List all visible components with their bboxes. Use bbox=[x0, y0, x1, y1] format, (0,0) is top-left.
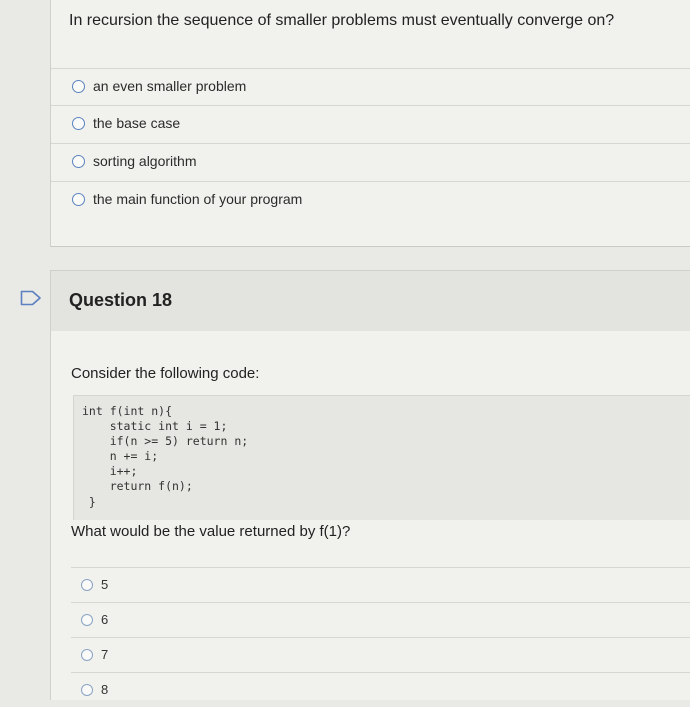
q18-option-4[interactable] bbox=[71, 672, 690, 707]
code-line: static int i = 1; bbox=[82, 419, 228, 433]
code-line: } bbox=[82, 495, 96, 509]
radio-button[interactable] bbox=[72, 80, 85, 93]
code-line: i++; bbox=[82, 464, 138, 478]
option-label: 8 bbox=[101, 682, 109, 697]
option-label: 7 bbox=[101, 647, 109, 662]
question-18-intro: Consider the following code: bbox=[71, 365, 260, 382]
code-line: int f(int n){ bbox=[82, 404, 173, 418]
question-18-title: Question 18 bbox=[69, 290, 173, 310]
radio-button[interactable] bbox=[72, 117, 85, 130]
option-label: sorting algorithm bbox=[93, 153, 197, 169]
radio-button[interactable] bbox=[81, 649, 93, 661]
question-18-prompt: What would be the value returned by f(1)? bbox=[71, 523, 351, 540]
question-17-panel bbox=[50, 0, 690, 247]
option-label: 6 bbox=[101, 612, 109, 627]
radio-button[interactable] bbox=[72, 193, 85, 206]
flag-icon[interactable] bbox=[20, 290, 42, 306]
radio-button[interactable] bbox=[81, 579, 93, 591]
code-line: return f(n); bbox=[82, 479, 193, 493]
option-label: an even smaller problem bbox=[93, 78, 247, 94]
q18-option-1[interactable] bbox=[71, 567, 690, 602]
q17-option-3[interactable] bbox=[51, 143, 690, 181]
question-18-header bbox=[50, 270, 690, 332]
radio-button[interactable] bbox=[72, 155, 85, 168]
option-label: the main function of your program bbox=[93, 191, 303, 207]
q17-option-4[interactable] bbox=[51, 181, 690, 219]
code-block bbox=[73, 395, 690, 520]
q18-option-2[interactable] bbox=[71, 602, 690, 637]
radio-button[interactable] bbox=[81, 614, 93, 626]
radio-button[interactable] bbox=[81, 684, 93, 696]
code-line: if(n >= 5) return n; bbox=[82, 434, 249, 448]
q18-option-3[interactable] bbox=[71, 637, 690, 672]
question-18-body bbox=[50, 331, 690, 700]
option-label: 5 bbox=[101, 577, 109, 592]
option-label: the base case bbox=[93, 115, 181, 131]
q17-option-2[interactable] bbox=[51, 105, 690, 143]
code-line: n += i; bbox=[82, 449, 159, 463]
q17-option-1[interactable] bbox=[51, 68, 690, 106]
question-17-text: In recursion the sequence of smaller problems must eventually converge on? bbox=[69, 12, 615, 29]
